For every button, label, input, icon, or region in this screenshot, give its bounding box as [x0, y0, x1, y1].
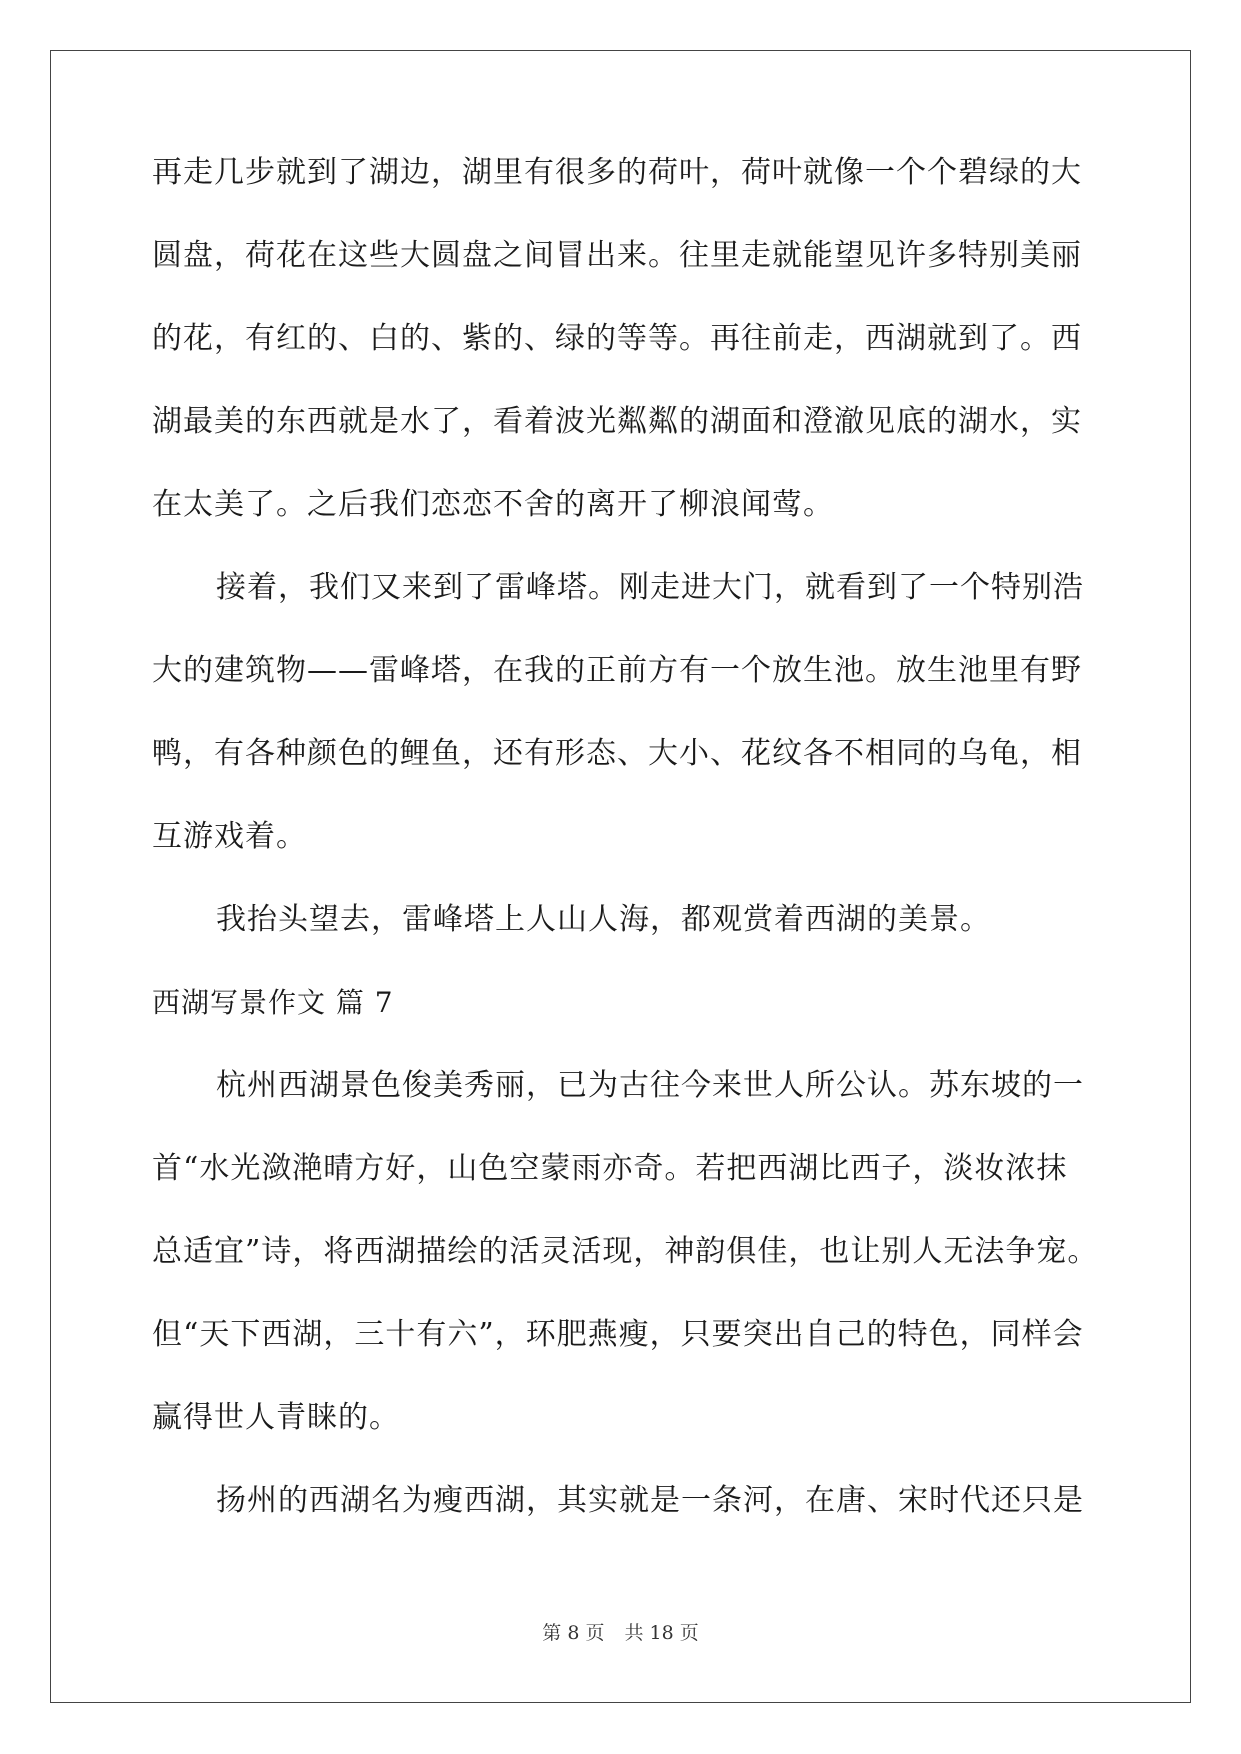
text-line: 湖最美的东西就是水了，看着波光粼粼的湖面和澄澈见底的湖水，实 — [152, 404, 1082, 439]
text-line: 首“水光潋滟晴方好，山色空蒙雨亦奇。若把西湖比西子，淡妆浓抹 — [152, 1151, 1068, 1186]
text-line: 再走几步就到了湖边，湖里有很多的荷叶，荷叶就像一个个碧绿的大 — [152, 155, 1082, 190]
text-line: 鸭，有各种颜色的鲤鱼，还有形态、大小、花纹各不相同的乌龟，相 — [152, 736, 1082, 771]
text-line: 杭州西湖景色俊美秀丽，已为古往今来世人所公认。苏东坡的一 — [216, 1068, 1084, 1103]
text-line: 在太美了。之后我们恋恋不舍的离开了柳浪闻莺。 — [152, 487, 834, 522]
page-total: 共 18 页 — [624, 1622, 699, 1644]
document-body — [152, 155, 1099, 1518]
text-line: 我抬头望去，雷峰塔上人山人海，都观赏着西湖的美景。 — [216, 902, 991, 937]
text-line: 但“天下西湖，三十有六”，环肥燕瘦，只要突出自己的特色，同样会 — [152, 1317, 1084, 1352]
text-line: 的花，有红的、白的、紫的、绿的等等。再往前走，西湖就到了。西 — [152, 321, 1082, 356]
text-line: 扬州的西湖名为瘦西湖，其实就是一条河，在唐、宋时代还只是 — [216, 1483, 1084, 1518]
text-line: 赢得世人青睐的。 — [152, 1400, 400, 1435]
text-line: 圆盘，荷花在这些大圆盘之间冒出来。往里走就能望见许多特别美丽 — [152, 238, 1082, 273]
page-number: 第 8 页 — [542, 1622, 605, 1644]
section-heading: 西湖写景作文 篇 7 — [152, 986, 394, 1019]
text-line: 总适宜”诗，将西湖描绘的活灵活现，神韵俱佳，也让别人无法争宠。 — [152, 1234, 1099, 1269]
text-line: 互游戏着。 — [152, 819, 307, 854]
text-line: 大的建筑物——雷峰塔，在我的正前方有一个放生池。放生池里有野 — [152, 653, 1082, 688]
page-footer — [0, 1622, 1241, 1644]
text-line: 接着，我们又来到了雷峰塔。刚走进大门，就看到了一个特别浩 — [216, 570, 1084, 605]
